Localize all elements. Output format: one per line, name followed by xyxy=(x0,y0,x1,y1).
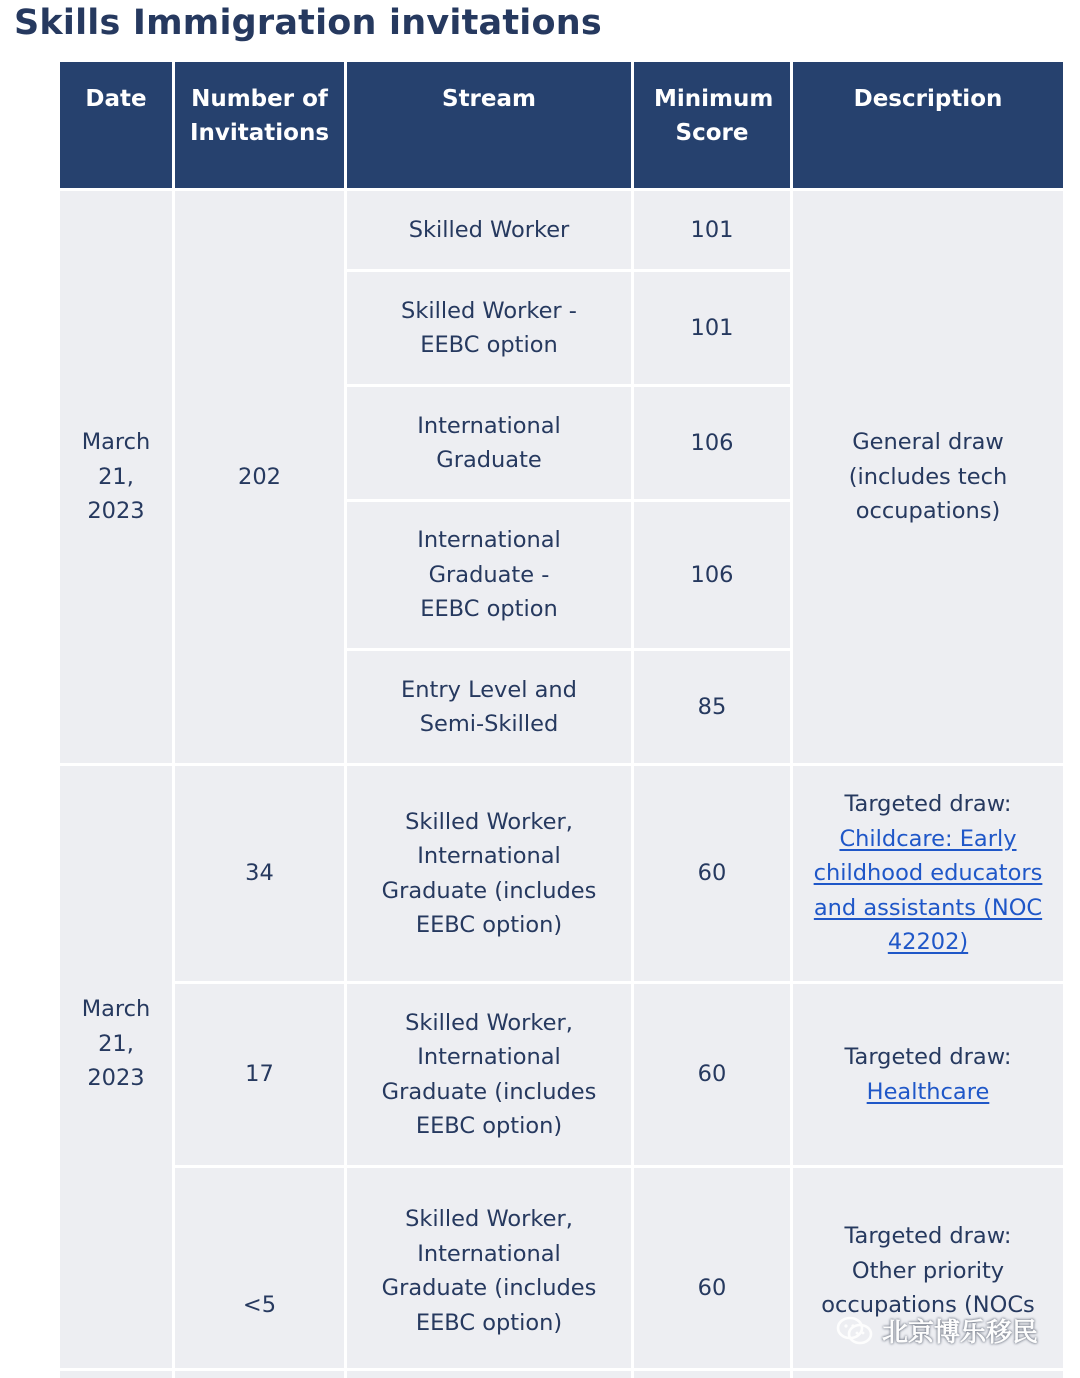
empty-cell xyxy=(347,1371,631,1378)
header-stream: Stream xyxy=(347,62,631,188)
watermark-text: 北京博乐移民 xyxy=(882,1318,1039,1348)
empty-cell xyxy=(60,1371,172,1378)
header-description: Description xyxy=(793,62,1063,188)
date-cell: March 21, 2023 xyxy=(60,191,172,763)
page-title: Skills Immigration invitations xyxy=(14,3,602,43)
score-cell: 85 xyxy=(634,651,790,763)
header-row xyxy=(60,62,1063,188)
invitations-table xyxy=(57,59,1066,1378)
header-min-score: Minimum Score xyxy=(634,62,790,188)
table-row xyxy=(60,1371,1063,1378)
watermark xyxy=(836,1312,1038,1349)
score-cell: 101 xyxy=(634,191,790,269)
childcare-link[interactable]: Childcare: Early childhood educators and assistants (NOC 42202) xyxy=(813,825,1043,956)
stream-cell: International Graduate - EEBC option xyxy=(347,502,631,648)
score-cell: 60 xyxy=(634,766,790,981)
wechat-icon xyxy=(836,1316,874,1346)
score-cell: 106 xyxy=(634,502,790,648)
stream-cell: Skilled Worker - EEBC option xyxy=(347,272,631,384)
score-cell: 101 xyxy=(634,272,790,384)
table-row xyxy=(60,984,1063,1165)
table-row xyxy=(60,766,1063,981)
stream-cell: Skilled Worker, International Graduate (includes EEBC option) xyxy=(347,984,631,1165)
empty-cell xyxy=(793,1371,1063,1378)
stream-cell: Skilled Worker, International Graduate (includes EEBC option) xyxy=(347,1168,631,1368)
description-prefix: Targeted draw: xyxy=(844,791,1012,818)
score-cell: 60 xyxy=(634,984,790,1165)
invitations-cell: <5 xyxy=(175,1168,344,1368)
score-cell: 60 xyxy=(634,1168,790,1368)
stream-cell: International Graduate xyxy=(347,387,631,499)
invitations-cell: 17 xyxy=(175,984,344,1165)
healthcare-link[interactable]: Healthcare xyxy=(866,1078,990,1105)
empty-cell xyxy=(175,1371,344,1378)
score-cell: 106 xyxy=(634,387,790,499)
invitations-cell: 34 xyxy=(175,766,344,981)
description-cell: General draw (includes tech occupations) xyxy=(793,191,1063,763)
date-cell: March 21, 2023 xyxy=(60,766,172,1368)
stream-cell: Skilled Worker, International Graduate (includes EEBC option) xyxy=(347,766,631,981)
invitations-cell: 202 xyxy=(175,191,344,763)
stream-cell: Skilled Worker xyxy=(347,191,631,269)
description-cell xyxy=(793,984,1063,1165)
description-cell xyxy=(793,766,1063,981)
header-date: Date xyxy=(60,62,172,188)
stream-cell: Entry Level and Semi-Skilled xyxy=(347,651,631,763)
header-invitations: Number of Invitations xyxy=(175,62,344,188)
empty-cell xyxy=(634,1371,790,1378)
description-cell: Targeted draw: Other priority occupations (NOCs xyxy=(793,1168,1063,1368)
table-row xyxy=(60,191,1063,269)
description-prefix: Targeted draw: xyxy=(844,1044,1012,1070)
